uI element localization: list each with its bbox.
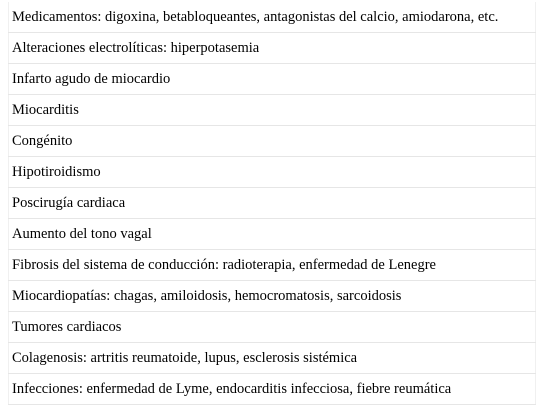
table-row [9,188,536,219]
table-cell: Miocarditis [9,95,536,126]
table-row [9,374,536,405]
table-cell: Medicamentos: digoxina, betabloqueantes, antagonistas del calcio, amiodarona, etc. [9,2,536,33]
table-row [9,157,536,188]
table-cell: Infecciones: enfermedad de Lyme, endocarditis infecciosa, fiebre reumática [9,374,536,405]
table-cell: Infarto agudo de miocardio [9,64,536,95]
causes-table [8,2,536,405]
table-row [9,250,536,281]
table-row [9,343,536,374]
table-row [9,33,536,64]
table-cell: Hipotiroidismo [9,157,536,188]
table-cell: Tumores cardiacos [9,312,536,343]
table-row [9,312,536,343]
table-row [9,219,536,250]
table-row [9,64,536,95]
table-row [9,95,536,126]
table-cell: Miocardiopatías: chagas, amiloidosis, hemocromatosis, sarcoidosis [9,281,536,312]
table-cell: Colagenosis: artritis reumatoide, lupus, esclerosis sistémica [9,343,536,374]
table-cell: Congénito [9,126,536,157]
table-cell: Poscirugía cardiaca [9,188,536,219]
table-cell: Aumento del tono vagal [9,219,536,250]
table-row [9,2,536,33]
causes-table-body [9,2,536,405]
table-row [9,126,536,157]
table-cell: Alteraciones electrolíticas: hiperpotasemia [9,33,536,64]
table-cell: Fibrosis del sistema de conducción: radioterapia, enfermedad de Lenegre [9,250,536,281]
table-row [9,281,536,312]
